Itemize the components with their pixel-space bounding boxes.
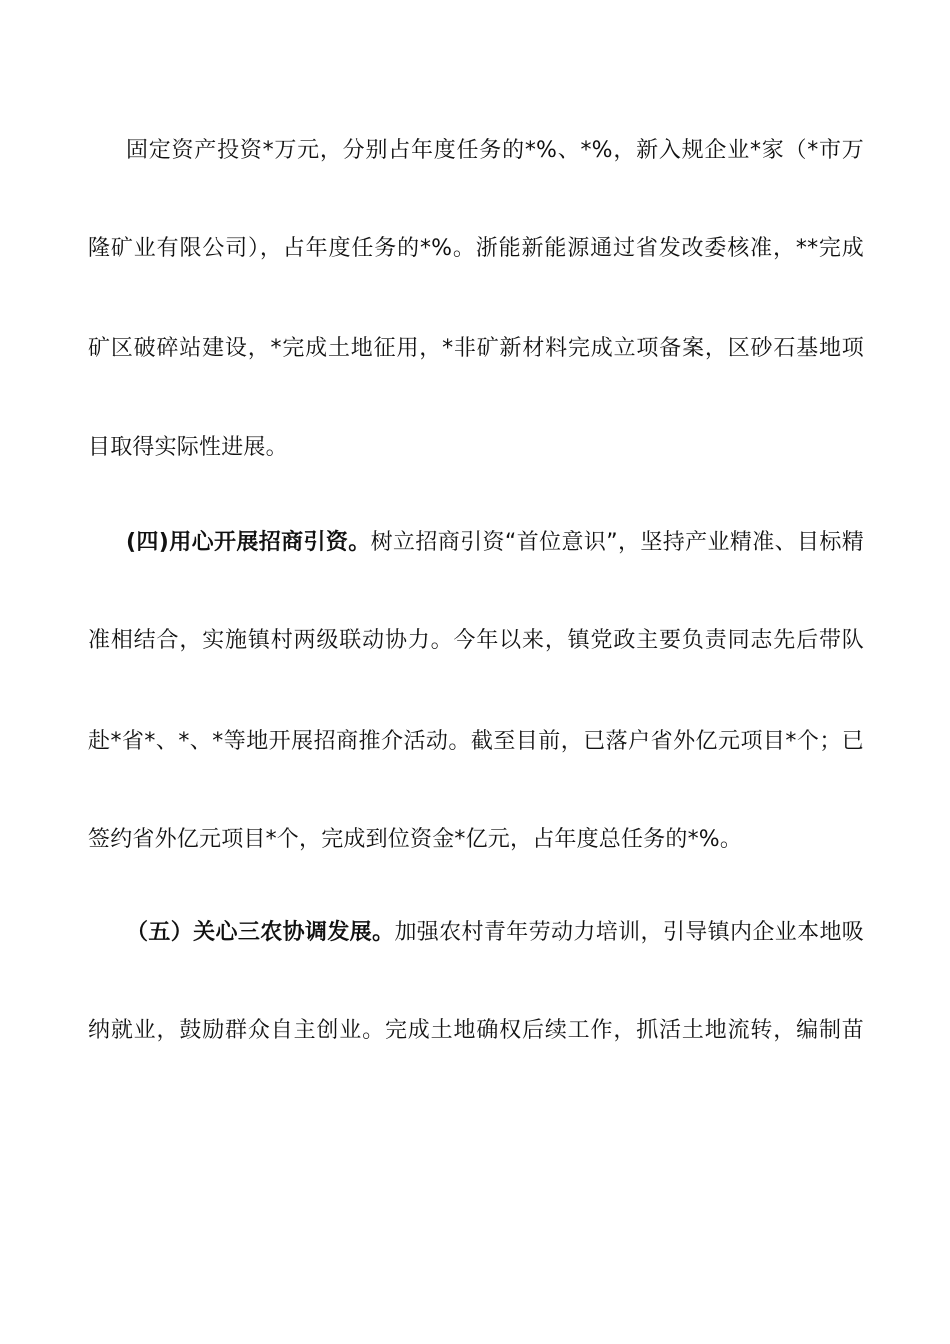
paragraph-1-line-3: 矿区破碎站建设，*完成土地征用，*非矿新材料完成立项备案，区砂石基地项 bbox=[88, 336, 864, 361]
paragraph-2-line-3: 赴*省*、*、*等地开展招商推介活动。截至目前，已落户省外亿元项目*个；已 bbox=[88, 729, 864, 754]
paragraph-2-line-2: 准相结合，实施镇村两级联动协力。今年以来，镇党政主要负责同志先后带队 bbox=[88, 628, 864, 653]
paragraph-1-line-4: 目取得实际性进展。 bbox=[88, 435, 288, 460]
paragraph-1-line-1: 固定资产投资*万元，分别占年度任务的*%、*%，新入规企业*家（*市万 bbox=[126, 138, 864, 163]
section-heading-4: (四)用心开展招商引资。 bbox=[126, 530, 371, 555]
paragraph-2-line-1 bbox=[126, 528, 864, 558]
paragraph-3-line-1 bbox=[126, 918, 864, 948]
paragraph-1-line-2: 隆矿业有限公司），占年度任务的*%。浙能新能源通过省发改委核准，**完成 bbox=[88, 236, 864, 261]
paragraph-2-line-4: 签约省外亿元项目*个，完成到位资金*亿元，占年度总任务的*%。 bbox=[88, 827, 743, 852]
paragraph-3-line-1-text: 加强农村青年劳动力培训，引导镇内企业本地吸 bbox=[394, 920, 865, 945]
paragraph-2-line-1-text: 树立招商引资“首位意识”，坚持产业精准、目标精 bbox=[370, 530, 864, 555]
section-heading-5: （五）关心三农协调发展。 bbox=[126, 920, 395, 945]
paragraph-3-line-2: 纳就业，鼓励群众自主创业。完成土地确权后续工作，抓活土地流转，编制苗 bbox=[88, 1018, 864, 1043]
